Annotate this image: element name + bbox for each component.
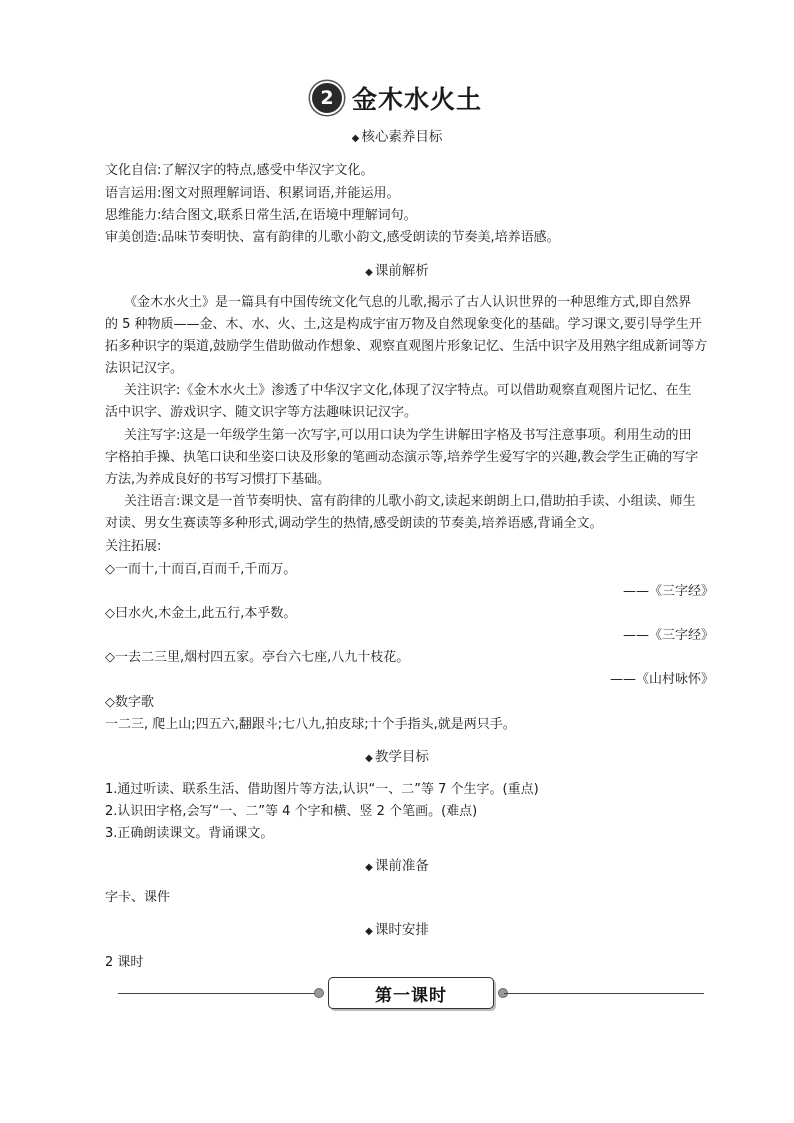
analysis-line: 字格拍手操、执笔口诀和坐姿口诀及形象的笔画动态演示等,培养学生爱写字的兴趣,教会学生正确的写字 <box>105 450 699 465</box>
section-heading-teaching <box>0 748 794 768</box>
diamond-bullet-icon: ◆ <box>351 133 360 144</box>
section-heading-text: 教学目标 <box>374 749 429 765</box>
prep-text: 字卡、课件 <box>105 890 171 905</box>
lesson-period-banner <box>118 977 704 1011</box>
section-heading-text: 课前准备 <box>374 858 429 874</box>
extension-song: 一二三, 爬上山;四五六,翻跟斗;七八九,拍皮球;十个手指头,就是两只手。 <box>105 717 516 732</box>
analysis-line: 活中识字、游戏识字、随文识字等方法趣味识记汉字。 <box>105 405 418 420</box>
extension-source: ——《三字经》 <box>622 628 714 643</box>
extension-source: ——《山村咏怀》 <box>609 672 714 687</box>
dot-ornament-icon <box>314 988 324 998</box>
diamond-bullet-icon: ◆ <box>365 267 373 278</box>
goal-item: 语言运用:图文对照理解词语、积累词语,并能运用。 <box>105 186 400 201</box>
goal-item: 思维能力:结合图文,联系日常生活,在语境中理解词句。 <box>105 208 417 223</box>
diamond-bullet-icon: ◆ <box>365 926 373 937</box>
extension-source: ——《三字经》 <box>622 584 714 599</box>
extension-quote: ◇曰水火,木金土,此五行,本乎数。 <box>105 606 297 621</box>
extension-quote: ◇一去二三里,烟村四五家。亭台六七座,八九十枝花。 <box>105 650 410 665</box>
goal-item: 文化自信:了解汉字的特点,感受中华汉字文化。 <box>105 163 374 178</box>
section-heading-goals <box>0 128 794 148</box>
lesson-number-badge: 2 <box>312 83 342 113</box>
section-heading-schedule <box>0 921 794 941</box>
section-heading-text: 核心素养目标 <box>361 129 443 145</box>
goal-item: 审美创造:品味节奏明快、富有韵律的儿歌小韵文,感受朗读的节奏美,培养语感。 <box>105 230 560 245</box>
schedule-text: 2 课时 <box>105 955 144 970</box>
analysis-line: 拓多种识字的渠道,鼓励学生借助做动作想象、观察直观图片形象记忆、生活中识字及用熟字组成新词等方 <box>105 339 708 354</box>
divider-line <box>118 993 318 994</box>
analysis-line: 《金木水火土》是一篇具有中国传统文化气息的儿歌,揭示了古人认识世界的一种思维方式,即自然界 <box>124 295 692 310</box>
teaching-item: 1.通过听读、联系生活、借助图片等方法,认识“一、二”等 7 个生字。(重点) <box>105 782 539 797</box>
section-heading-prep <box>0 857 794 877</box>
diamond-bullet-icon: ◆ <box>365 862 373 873</box>
analysis-line: 关注语言:课文是一首节奏明快、富有韵律的儿歌小韵文,读起来朗朗上口,借助拍手读、小组读、师生 <box>124 494 696 509</box>
extension-quote: ◇数字歌 <box>105 695 154 710</box>
analysis-line: 对读、男女生赛读等多种形式,调动学生的热情,感受朗读的节奏美,培养语感,背诵全文。 <box>105 516 603 531</box>
teaching-item: 2.认识田字格,会写“一、二”等 4 个字和横、竖 2 个笔画。(难点) <box>105 804 478 819</box>
lesson-period-title: 第一课时 <box>328 977 494 1009</box>
teaching-item: 3.正确朗读课文。背诵课文。 <box>105 826 274 841</box>
extension-quote: ◇一而十,十而百,百而千,千而万。 <box>105 562 297 577</box>
analysis-line: 关注识字:《金木水火土》渗透了中华汉字文化,体现了汉字特点。可以借助观察直观图片记忆、在生 <box>124 383 692 398</box>
analysis-line: 方法,为养成良好的书写习惯打下基础。 <box>105 472 331 487</box>
diamond-bullet-icon: ◆ <box>365 753 373 764</box>
divider-line <box>504 993 704 994</box>
analysis-line: 关注写字:这是一年级学生第一次写字,可以用口诀为学生讲解田字格及书写注意事项。利用生动的田 <box>124 428 692 443</box>
lesson-header <box>0 80 794 116</box>
section-heading-analysis <box>0 262 794 282</box>
analysis-line: 法识记汉字。 <box>105 361 184 376</box>
section-heading-text: 课前解析 <box>374 263 429 279</box>
section-heading-text: 课时安排 <box>374 922 429 938</box>
analysis-line: 的 5 种物质——金、木、水、火、土,这是构成宇宙万物及自然现象变化的基础。学习课文,要引导学生开 <box>105 317 702 332</box>
analysis-line: 关注拓展: <box>105 539 162 554</box>
page-title: 金木水火土 <box>351 85 482 114</box>
